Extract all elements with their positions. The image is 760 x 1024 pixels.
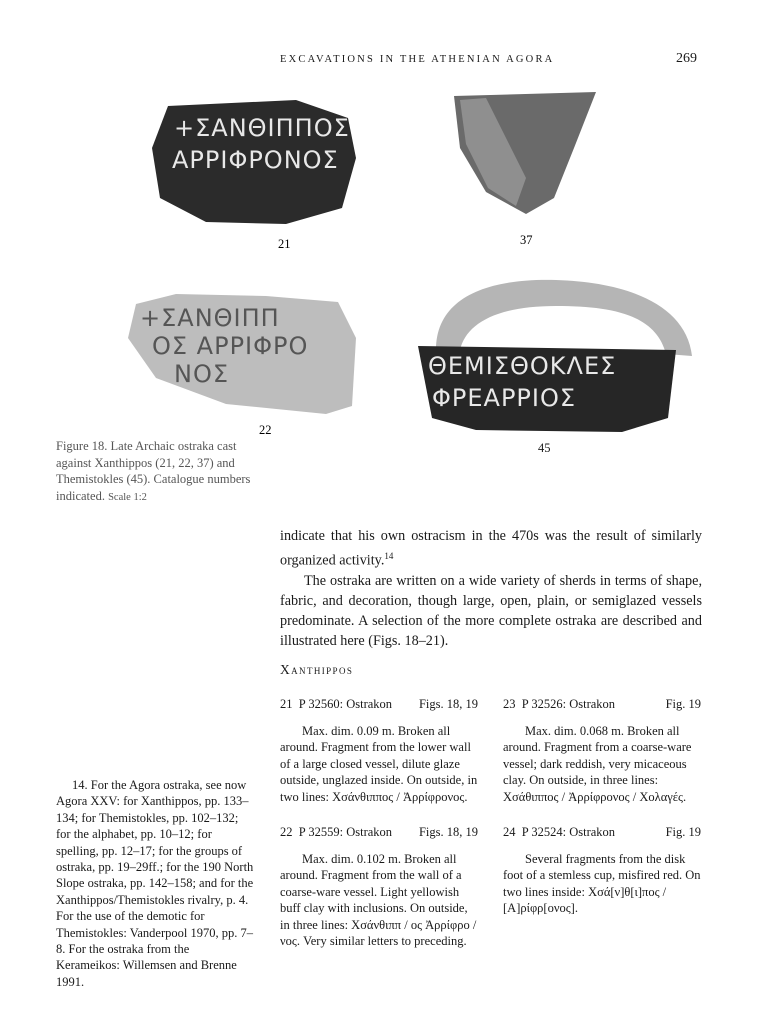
figure-label-21: 21 [278, 237, 291, 251]
figure-caption-scale: Scale 1:2 [108, 491, 147, 503]
ostrakon-45-image [418, 280, 692, 432]
body-paragraph-2: The ostraka are written on a wide variety of sherds in terms of shape, fabric, and decoration, though large, open, plain, or semiglazed vessels predominate. A selection of the more complete ostraka are described and illustrated here (Figs. 18–21). [280, 572, 702, 649]
figure-18-photo [56, 88, 706, 438]
running-head: EXCAVATIONS IN THE ATHENIAN AGORA [280, 54, 555, 65]
body-paragraph-1-text: indicate that his own ostracism in the 470s was the result of similarly organized activity. [280, 528, 702, 569]
catalogue-description: Max. dim. 0.068 m. Broken all around. Fragment from a coarse-ware vessel; dark reddish, very micaceous clay. On outside, in three lines: Χσάθιππος / Ἀρρίφρονος / Χολαγές. [503, 723, 692, 804]
ostrakon-22-inscription-line3: ΝΟΣ [174, 360, 230, 388]
catalogue-inventory: P 32560: Ostrakon [298, 697, 393, 711]
section-title: Xanthippos [280, 662, 354, 677]
catalogue-inventory: P 32559: Ostrakon [298, 825, 393, 839]
figure-caption-text: Figure 18. Late Archaic ostraka cast against Xanthippos (21, 22, 37) and Themistokles (45). Catalogue numbers indicated. [56, 439, 251, 503]
catalogue-entry-21 [280, 696, 478, 805]
ostrakon-21-inscription-line2: ΑΡΡΙΦΡΟΝΟΣ [172, 146, 339, 174]
catalogue-number: 23 [503, 697, 516, 711]
catalogue-figure-ref: Figs. 18, 19 [418, 697, 478, 711]
catalogue-entry-23 [503, 696, 701, 805]
ostrakon-45-inscription-line1: ΘΕΜΙΣΘΟΚΛΕΣ [428, 352, 617, 380]
ostrakon-21-inscription-line1: +ΣΑΝΘΙΠΠΟΣ [174, 114, 350, 142]
catalogue-description: Max. dim. 0.09 m. Broken all around. Fragment from the lower wall of a large closed vessel, dilute glaze outside, unglazed inside. On outside, in two lines: Χσάνθιππος / Ἀρρίφρονος. [280, 723, 478, 804]
body-paragraph-1 [280, 526, 702, 571]
figure-caption [56, 438, 271, 506]
catalogue-entry-24 [503, 824, 701, 917]
page-number: 269 [676, 51, 697, 66]
catalogue-entry-22 [280, 824, 478, 950]
footnote-14 [56, 777, 256, 990]
footnote-text: 14. For the Agora ostraka, see now Agora XXV: for Xanthippos, pp. 133–134; for Themistokles, pp. 102–132; for the alphabet, pp. 10–12; for spelling, pp. 12–17; for the groups of ostraka, pp. 19–29ff.; for the 190 North Slope ostraka, pp. 142–158; and for the Xanthippos/Themistokles rivalry, p. 4. For the use of the demotic for Themistokles: Vanderpool 1970, pp. 7–8. For the ostraka from the Kerameikos: Willemsen and Brenne 1991. [56, 778, 254, 989]
footnote-ref-14: 14 [384, 551, 394, 561]
ostrakon-45-inscription-line2: ΦΡΕΑΡΡΙΟΣ [432, 384, 577, 412]
ostrakon-37-image [454, 92, 596, 214]
ostrakon-22-image [128, 294, 356, 414]
figure-label-45-text: 45 [538, 441, 551, 455]
ostrakon-22-inscription-line2: ΟΣ ΑΡΡΙΦΡΟ [152, 332, 309, 360]
catalogue-description: Several fragments from the disk foot of a stemless cup, misfired red. On two lines inside: Χσά[ν]θ[ι]πος / [Α]ρίφρ[ονος]. [503, 851, 701, 915]
ostrakon-21-image [152, 100, 356, 224]
catalogue-figure-ref: Fig. 19 [665, 697, 701, 711]
catalogue-number: 21 [280, 697, 293, 711]
catalogue-description: Max. dim. 0.102 m. Broken all around. Fragment from the wall of a coarse-ware vessel. Light yellowish buff clay with inclusions. On outside, in three lines: Χσάνθιππ / ος Ἀρρίφρο / νος. Very similar letters to preceding. [280, 851, 477, 948]
catalogue-figure-ref: Figs. 18, 19 [418, 825, 478, 839]
figure-label-37: 37 [520, 233, 533, 247]
catalogue-figure-ref: Fig. 19 [665, 825, 701, 839]
catalogue-inventory: P 32526: Ostrakon [521, 697, 616, 711]
ostrakon-22-inscription-line1: +ΣΑΝΘΙΠΠ [140, 304, 280, 332]
catalogue-number: 24 [503, 825, 516, 839]
catalogue-number: 22 [280, 825, 293, 839]
catalogue-inventory: P 32524: Ostrakon [521, 825, 616, 839]
figure-label-22: 22 [259, 423, 272, 437]
body-text [280, 526, 702, 651]
